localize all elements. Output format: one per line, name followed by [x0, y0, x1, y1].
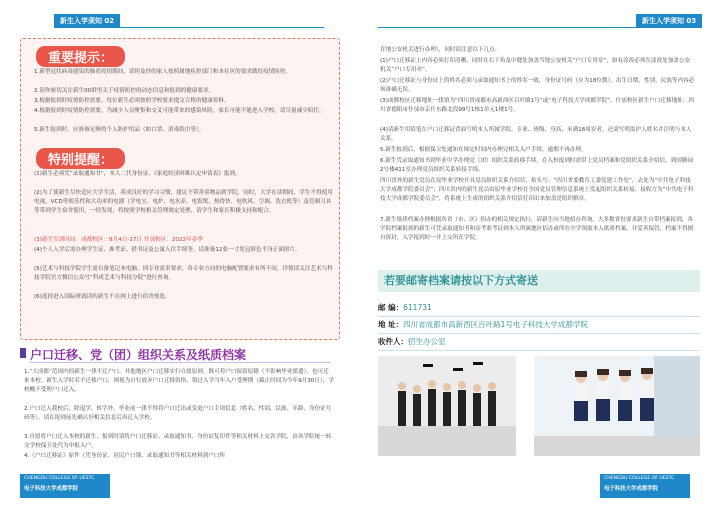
- body-item-7: 6.新生凭录取通知书到毕业中学办理党（团）组织关系转移手续。在入校报到时需带上党员档案和党组织关系介绍信，到国腾园2号楼411室办理党员组织关系转接手续。: [380, 158, 693, 173]
- body-item-3: (2)户口迁移证与身份证上的姓名必须与录取通知书上的姓名一致，身份证号码（应为18位数），出生日期、性别、民族等内容必须准确无误。: [380, 78, 695, 93]
- body-item-5: (4)请新生用铅笔在户口迁移证背面写明本人所属学院、专业、班级、身高、未满18周岁者，还需写明监护人姓名并注明与本人关系。: [380, 127, 692, 142]
- footer-college-en: CHENGDU COLLEGE OF UESTC: [24, 476, 95, 481]
- reminder-item-6: (6)选择进入国际班就读的新生不在网上进行宿舍预选。: [34, 294, 171, 300]
- body-item-9: 7.新生纸质档案办理根据各省（市、区）招办的相关规定执行，请新生向当地招办咨询。大多数省份要求新生自带档案报到，各学院档案报到的新生可凭录取通知书和高考准考证到本人所属地区招办或所在中学领取本人纸质档案，并妥善保管，档案不得擅自拆封，入学报到时一并上交所在学院。: [380, 217, 694, 241]
- mail-row-postcode: 邮 编：611731: [378, 300, 700, 317]
- section-item-2: 2.户口迁入我校后，除退学、转学外，毕业前一律不得将户口迁出或变更户口主项信息（姓名、性别、民族、年龄、身份证号码等），请在报到前先确认好相关信息后再迁入学校。: [24, 406, 332, 421]
- reminder-item-3: (3)新生军训时间：成都校区：9月4日-17日 什邡校区：2022年春季: [34, 237, 203, 243]
- graduation-photo: [378, 356, 516, 456]
- section-item-4: 4.《户口迁移证》原件（凭身份证、居民户口簿、录取通知书等相关材料到户口所: [24, 453, 226, 459]
- footer-college-cn: 电子科技大学成都学院: [24, 486, 78, 492]
- reminder-item-5: (5)艺术与科技学院学生需自备笔记本电脑，因专业需求要求，各专业方向的电脑配置要求有所不同，详情请关注艺术与科技学院官方微信公众号“科成艺术与科技分院”进行查询。: [34, 266, 333, 281]
- section-item-3: 3.自愿将户口迁入本校的新生，报到时请将户口迁移证、录取通知书、身份证复印件等相关材料上交各学院，由各学院统一转交学校保卫处代为申报入户。: [24, 434, 332, 449]
- header-rule: [378, 27, 688, 28]
- notice-item-4: 4.根据报到时疫情防控需要，为减少人员聚集和交叉可能带来的感染风险，家长可能不能进入学校，请尽量减少陪往。: [34, 108, 325, 114]
- graduation-photo-illustration: [378, 356, 516, 456]
- right-footer: [600, 474, 690, 498]
- left-footer: [20, 474, 110, 498]
- notice-item-5: 5.新生报到时，应准备足够的个人防护用品（如口罩、消毒纸巾等）。: [34, 127, 205, 133]
- section-item-1: 1.“大成都”范围内的新生一律不迁户口。其他地区户口迁移实行自愿原则，既可将户口保留原籍（不影响毕业派遣），也可迁来本校。新生入学时若不迁移户口，则视为自行放弃户口迁移资格，错过入学当年入户受理期（截止时间为今年9月30日），学校概不受理户口迁入。: [24, 369, 334, 393]
- header-rule: [54, 27, 324, 28]
- section-rule: [30, 362, 330, 363]
- left-page-header: 新生入学须知 02: [54, 14, 120, 28]
- notice-item-2: 2.请你密切关注新生00群里关于疫情防控的动态信息和报到的健康要求。: [34, 88, 215, 94]
- body-item-1: 在地公安机关进行办理），同时请注意以下几点：: [380, 47, 501, 53]
- mail-row-address: 地 址：四川省成都市高新西区百叶路1号电子科技大学成都学院: [378, 317, 700, 334]
- section-title: 户口迁移、党（团）组织关系及纸质档案: [30, 348, 247, 362]
- mail-heading: 若要邮寄档案请按以下方式寄送: [378, 270, 700, 292]
- mail-row-recipient: 收件人：招生办公室: [378, 334, 700, 351]
- students-photo-illustration: [534, 356, 700, 456]
- left-page: [0, 0, 352, 520]
- reminder-title: 特别提醒：: [36, 148, 125, 169]
- students-photo: [534, 356, 700, 456]
- right-page-header: 新生入学须知 03: [636, 14, 702, 28]
- section-marker: [20, 348, 26, 358]
- notice-item-3: 3.根据报到时疫情防控需要，每位新生必须按照学校要求提交合格的健康资料。: [34, 98, 230, 104]
- reminder-item-1: (1)新生必须凭“录取通知书”，本人二代身份证、《家庭经济困难认定申请表》报到。: [34, 171, 241, 177]
- notice-title: 重要提示：: [36, 46, 125, 67]
- reminder-item-2: (2)为了使新生尽快适应大学生活，养成良好的学习习惯，建议不带善童物品到学院，同时，大学在读期间，学生不得使用电视、VCD等娱乐性和大功率的电器（学电宝、电炉、电水壶、电饭煲、热得快、电吹风、空调、洗衣机等）及管制刀具等带到学生宿舍使用，一经发现，将按照学校相关管理规定处理，请学生和家长积极支持和配合。: [34, 190, 333, 214]
- notice-item-1: 1.新型冠状病毒感染的肺炎疫情期间，请你及你的家人按照属地疾控部门和本社区的要求做好疫情防控。: [34, 69, 292, 75]
- footer-college-cn: 电子科技大学成都学院: [604, 486, 658, 492]
- body-item-8: 四川省外的新生党员在原毕业学校开具党员组织关系介绍信，抬头写：“四川省委教育工委党建工作处”，去处为“中共电子科技大学成都学院委员会”；四川省内的新生党员由原毕业学校在全国党员管理信息系统上发起组织关系转接，接收方为“中共电子科技大学成都学院委员会”，将系统上生成的组织关系介绍信打印出来加盖党组织解章。: [380, 178, 694, 202]
- body-item-4: (3)成都校区迁移地址一律填为“四川省成都市高新西区百叶路1号”或“电子科技大学成都学院”，什邡校区新生户口迁移地址：四川省德阳市什邡市京什东路北段99号1栋1单元1楼1号。: [380, 98, 694, 113]
- footer-college-en: CHENGDU COLLEGE OF UESTC: [604, 476, 675, 481]
- body-item-6: 5.新生报到后，根据保卫处通知在规定时间内办理完相关入户手续，逾期不再办理。: [380, 147, 587, 153]
- right-page: [358, 0, 710, 520]
- reminder-item-4: (4)个人入学后需办理学生证、准考证、借书证及公寓入住手续等，请准备12张一寸免冠彩色半身正面照片。: [34, 247, 301, 253]
- body-item-2: (1)户口迁移证上内容必须打印清晰，同时在右下角及中缝处加盖当地公安机关“户口专用章”，如有涂改必须在涂改处加盖公安机关“户口专用章”。: [380, 58, 691, 73]
- mail-address-block: [378, 300, 700, 351]
